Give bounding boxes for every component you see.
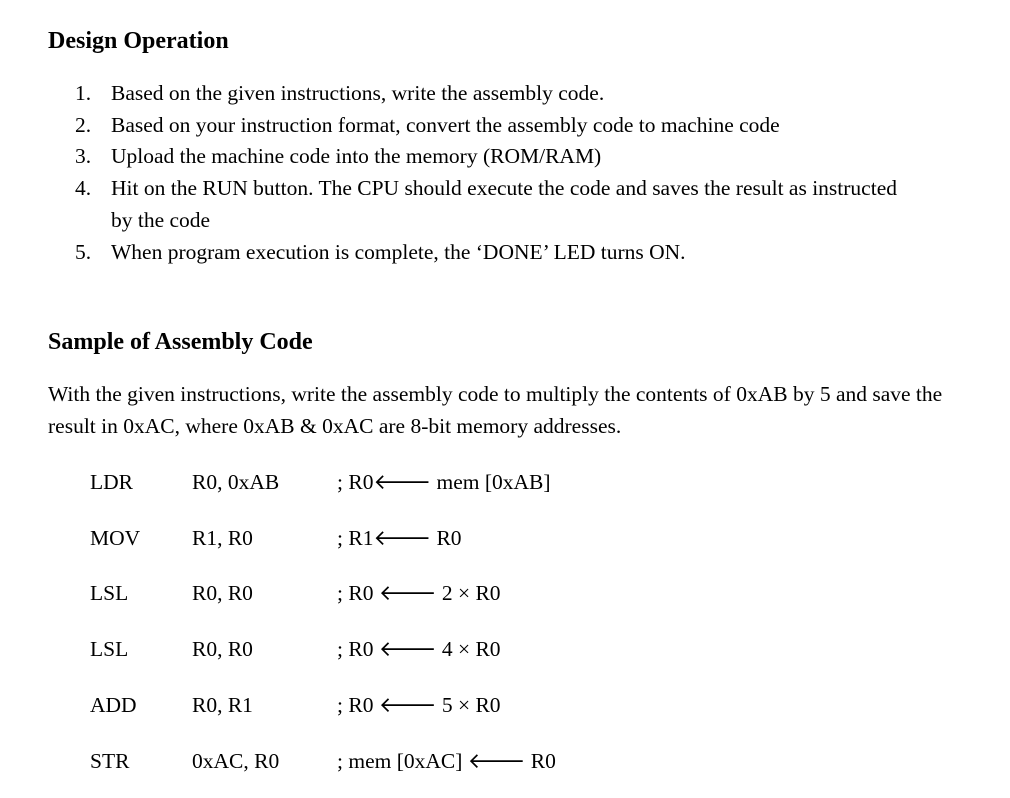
opcode: LSL [90,637,129,661]
opcode: STR [90,749,130,773]
code-comment: ; R0🡐 mem [0xAB] [337,470,551,494]
operands: R0, R1 [192,693,253,717]
section-heading-design-operation: Design Operation [48,28,229,54]
code-line [0,690,1010,720]
list-item-number: 5. [75,239,92,264]
operands: R0, R0 [192,637,253,661]
intro-paragraph: With the given instructions, write the assembly code to multiply the contents of 0xAB by 5 and save the result in 0xAC, where 0xAB & 0xAC are 8-bit memory addresses. [48,382,943,438]
list-item-text: Based on your instruction format, convert the assembly code to machine code [111,112,780,137]
list-item-number: 3. [75,144,92,169]
list-item-text: Upload the machine code into the memory (ROM/RAM) [111,144,602,169]
opcode: LDR [90,470,133,494]
operands: R0, 0xAB [192,470,280,494]
list-item-number: 4. [75,176,92,201]
list-item-text: When program execution is complete, the ‘DONE’ LED turns ON. [111,239,686,264]
code-line [0,467,1010,497]
operands: 0xAC, R0 [192,749,280,773]
code-comment: ; R0 🡐 5 × R0 [337,693,501,717]
code-comment: ; R1🡐 R0 [337,526,462,550]
operands: R1, R0 [192,526,253,550]
opcode: MOV [90,526,141,550]
list-item-number: 1. [75,81,92,105]
code-line [0,634,1010,664]
code-line [0,746,1010,776]
code-line [0,578,1010,608]
list-item-text: Hit on the RUN button. The CPU should execute the code and saves the result as instructed by the code [111,176,897,232]
code-comment: ; R0 🡐 2 × R0 [337,581,501,605]
opcode: LSL [90,581,129,605]
list-item-number: 2. [75,112,92,137]
list-item-text: Based on the given instructions, write the assembly code. [111,81,605,105]
code-comment: ; mem [0xAC] 🡐 R0 [337,749,556,773]
section-heading-sample-assembly: Sample of Assembly Code [48,329,313,355]
code-line [0,523,1010,553]
code-comment: ; R0 🡐 4 × R0 [337,637,501,661]
operands: R0, R0 [192,581,253,605]
opcode: ADD [90,693,137,717]
